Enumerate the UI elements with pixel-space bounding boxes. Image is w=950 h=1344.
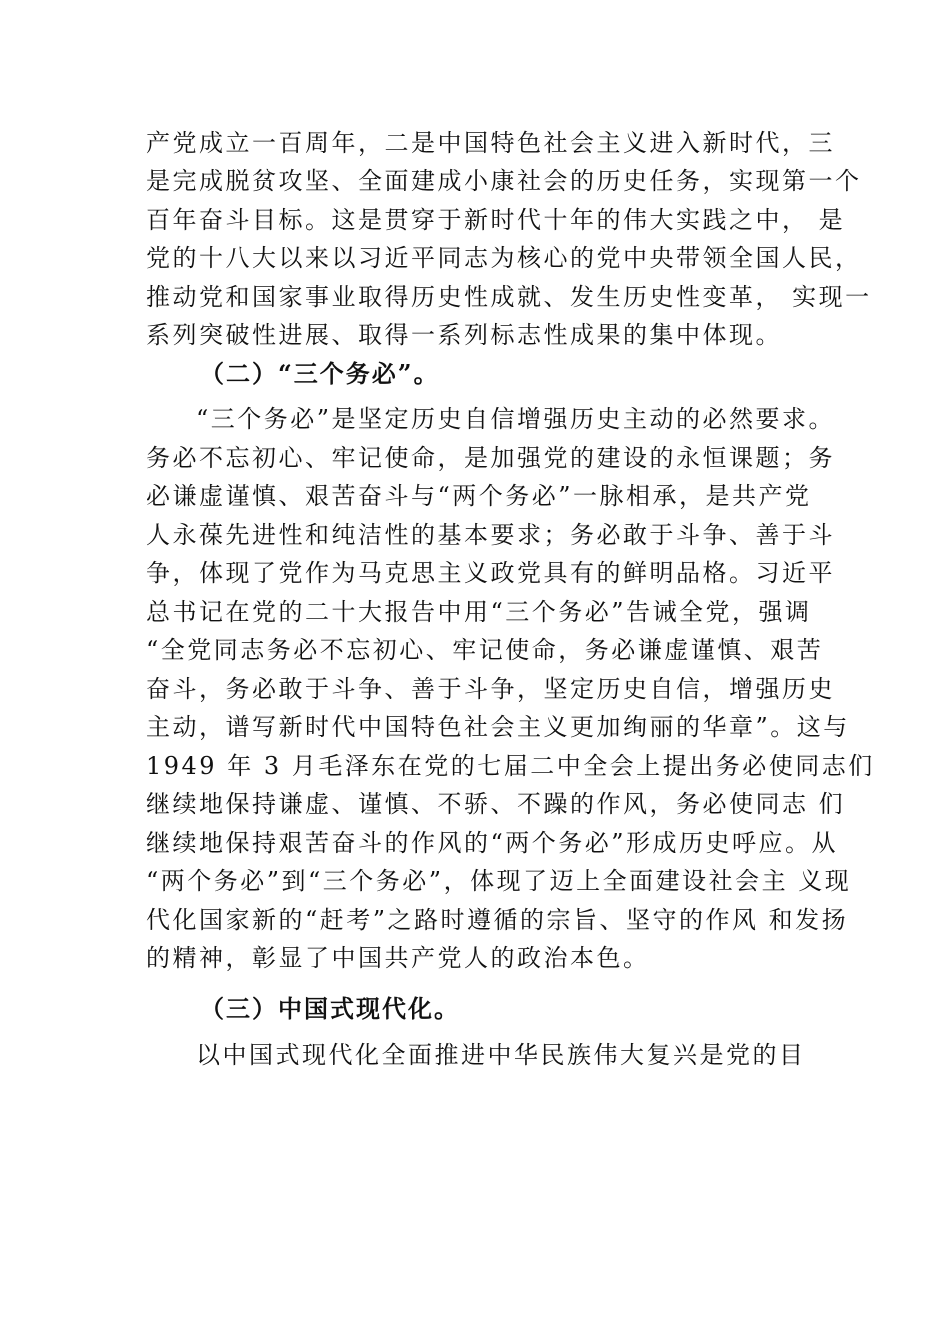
body-text-line: 代化国家新的“赶考”之路时遵循的宗旨、坚守的作风 和发扬 [146, 906, 849, 934]
body-text-line: 务必不忘初心、牢记使命，是加强党的建设的永恒课题；务 [146, 444, 835, 472]
body-text-line: 系列突破性进展、取得一系列标志性成果的集中体现。 [146, 321, 782, 349]
body-text-line: “三个务必”是坚定历史自信增强历史主动的必然要求。 [196, 405, 836, 433]
body-text-line: 的精神，彰显了中国共产党人的政治本色。 [146, 944, 650, 972]
body-text-line: 继续地保持艰苦奋斗的作风的“两个务必”形成历史呼应。从 [146, 829, 839, 857]
body-text-line: “全党同志务必不忘初心、牢记使命，务必谦虚谨慎、艰苦 [146, 636, 824, 664]
body-text-line: 推动党和国家事业取得历史性成就、发生历史性变革， 实现一 [146, 283, 872, 311]
body-text-line: 争，体现了党作为马克思主义政党具有的鲜明品格。习近平 [146, 559, 835, 587]
body-text-line: 党的十八大以来以习近平同志为核心的党中央带领全国人民， [146, 244, 862, 272]
body-text-line: 主动，谱写新时代中国特色社会主义更加绚丽的华章”。这与 [146, 713, 850, 741]
body-text-line: 以中国式现代化全面推进中华民族伟大复兴是党的目 [196, 1041, 806, 1069]
section-heading: （二）“三个务必”。 [200, 359, 440, 388]
body-text-line: 人永葆先进性和纯洁性的基本要求；务必敢于斗争、善于斗 [146, 521, 835, 549]
body-text-line: 继续地保持谦虚、谨慎、不骄、不躁的作风，务必使同志 们 [146, 790, 846, 818]
body-text-line: 奋斗，务必敢于斗争、善于斗争，坚定历史自信，增强历史 [146, 675, 835, 703]
body-text-line: “两个务必”到“三个务必”，体现了迈上全面建设社会主 义现 [146, 867, 852, 895]
body-text-line: 是完成脱贫攻坚、全面建成小康社会的历史任务，实现第一个 [146, 167, 862, 195]
body-text-line: 总书记在党的二十大报告中用“三个务必”告诫全党，强调 [146, 598, 812, 626]
body-text-line: 1949 年 3 月毛泽东在党的七届二中全会上提出务必使同志们 [146, 752, 875, 780]
section-heading: （三）中国式现代化。 [200, 994, 460, 1023]
body-text-line: 必谦虚谨慎、艰苦奋斗与“两个务必”一脉相承，是共产党 [146, 482, 812, 510]
body-text-line: 百年奋斗目标。这是贯穿于新时代十年的伟大实践之中， 是 [146, 206, 846, 234]
body-text-line: 产党成立一百周年，二是中国特色社会主义进入新时代，三 [146, 129, 835, 157]
